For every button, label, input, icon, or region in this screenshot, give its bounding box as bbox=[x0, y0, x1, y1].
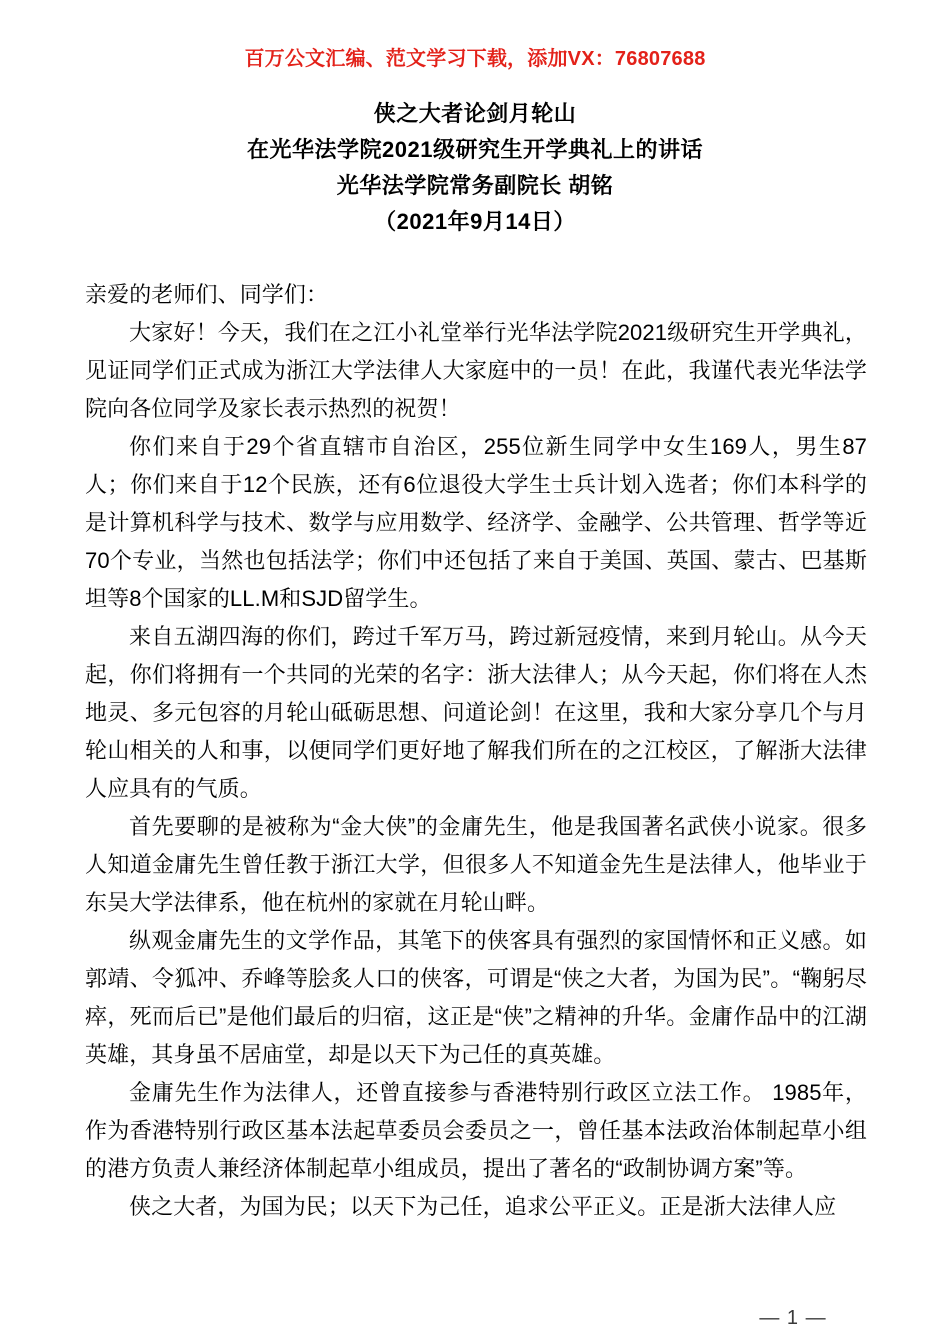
document-title-main: 侠之大者论剑月轮山 bbox=[373, 101, 577, 126]
document-body bbox=[85, 276, 867, 1226]
document-title-speaker: 光华法学院常务副院长 胡铭 bbox=[336, 173, 614, 198]
body-paragraph-3: 来自五湖四海的你们，跨过千军万马，跨过新冠疫情，来到月轮山。从今天起，你们将拥有一个共同的光荣的名字：浙大法律人；从今天起，你们将在人杰地灵、多元包容的月轮山砥砺思想、问道论剑！在这里，我和大家分享几个与月轮山相关的人和事，以便同学们更好地了解我们所在的之江校区，了解浙大法律人应具有的气质。 bbox=[85, 624, 867, 801]
document-title-subtitle: 在光华法学院2021级研究生开学典礼上的讲话 bbox=[247, 137, 703, 162]
page-footer bbox=[0, 1307, 950, 1330]
body-paragraph-6: 金庸先生作为法律人，还曾直接参与香港特别行政区立法工作。 1985年，作为香港特别行政区基本法起草委员会委员之一，曾任基本法政治体制起草小组的港方负责人兼经济体制起草小组成员，提出了著名的“政制协调方案”等。 bbox=[85, 1080, 867, 1181]
page-number: — 1 — bbox=[759, 1307, 827, 1329]
body-salutation: 亲爱的老师们、同学们： bbox=[85, 282, 329, 307]
body-paragraph-4: 首先要聊的是被称为“金大侠”的金庸先生，他是我国著名武侠小说家。很多人知道金庸先生曾任教于浙江大学，但很多人不知道金先生是法律人，他毕业于东吴大学法律系，他在杭州的家就在月轮山畔。 bbox=[85, 814, 867, 915]
body-paragraph-1: 大家好！今天，我们在之江小礼堂举行光华法学院2021级研究生开学典礼，见证同学们正式成为浙江大学法律人大家庭中的一员！在此，我谨代表光华法学院向各位同学及家长表示热烈的祝贺！ bbox=[85, 320, 867, 421]
promo-banner-text: 百万公文汇编、范文学习下载，添加VX：76807688 bbox=[244, 48, 706, 70]
document-title-date: （2021年9月14日） bbox=[374, 209, 576, 234]
document-title-block bbox=[0, 96, 950, 240]
body-paragraph-2: 你们来自于29个省直辖市自治区，255位新生同学中女生169人，男生87人；你们来自于12个民族，还有6位退役大学生士兵计划入选者；你们本科学的是计算机科学与技术、数学与应用数学、经济学、金融学、公共管理、哲学等近70个专业，当然也包括法学；你们中还包括了来自于美国、英国、蒙古、巴基斯坦等8个国家的LL.M和SJD留学生。 bbox=[85, 434, 867, 611]
body-paragraph-5: 纵观金庸先生的文学作品，其笔下的侠客具有强烈的家国情怀和正义感。如郭靖、令狐冲、乔峰等脍炙人口的侠客，可谓是“侠之大者，为国为民”。“鞠躬尽瘁，死而后已”是他们最后的归宿，这正是“侠”之精神的升华。金庸作品中的江湖英雄，其身虽不居庙堂，却是以天下为己任的真英雄。 bbox=[85, 928, 867, 1067]
body-paragraph-7: 侠之大者，为国为民；以天下为己任，追求公平正义。正是浙大法律人应 bbox=[129, 1194, 837, 1219]
